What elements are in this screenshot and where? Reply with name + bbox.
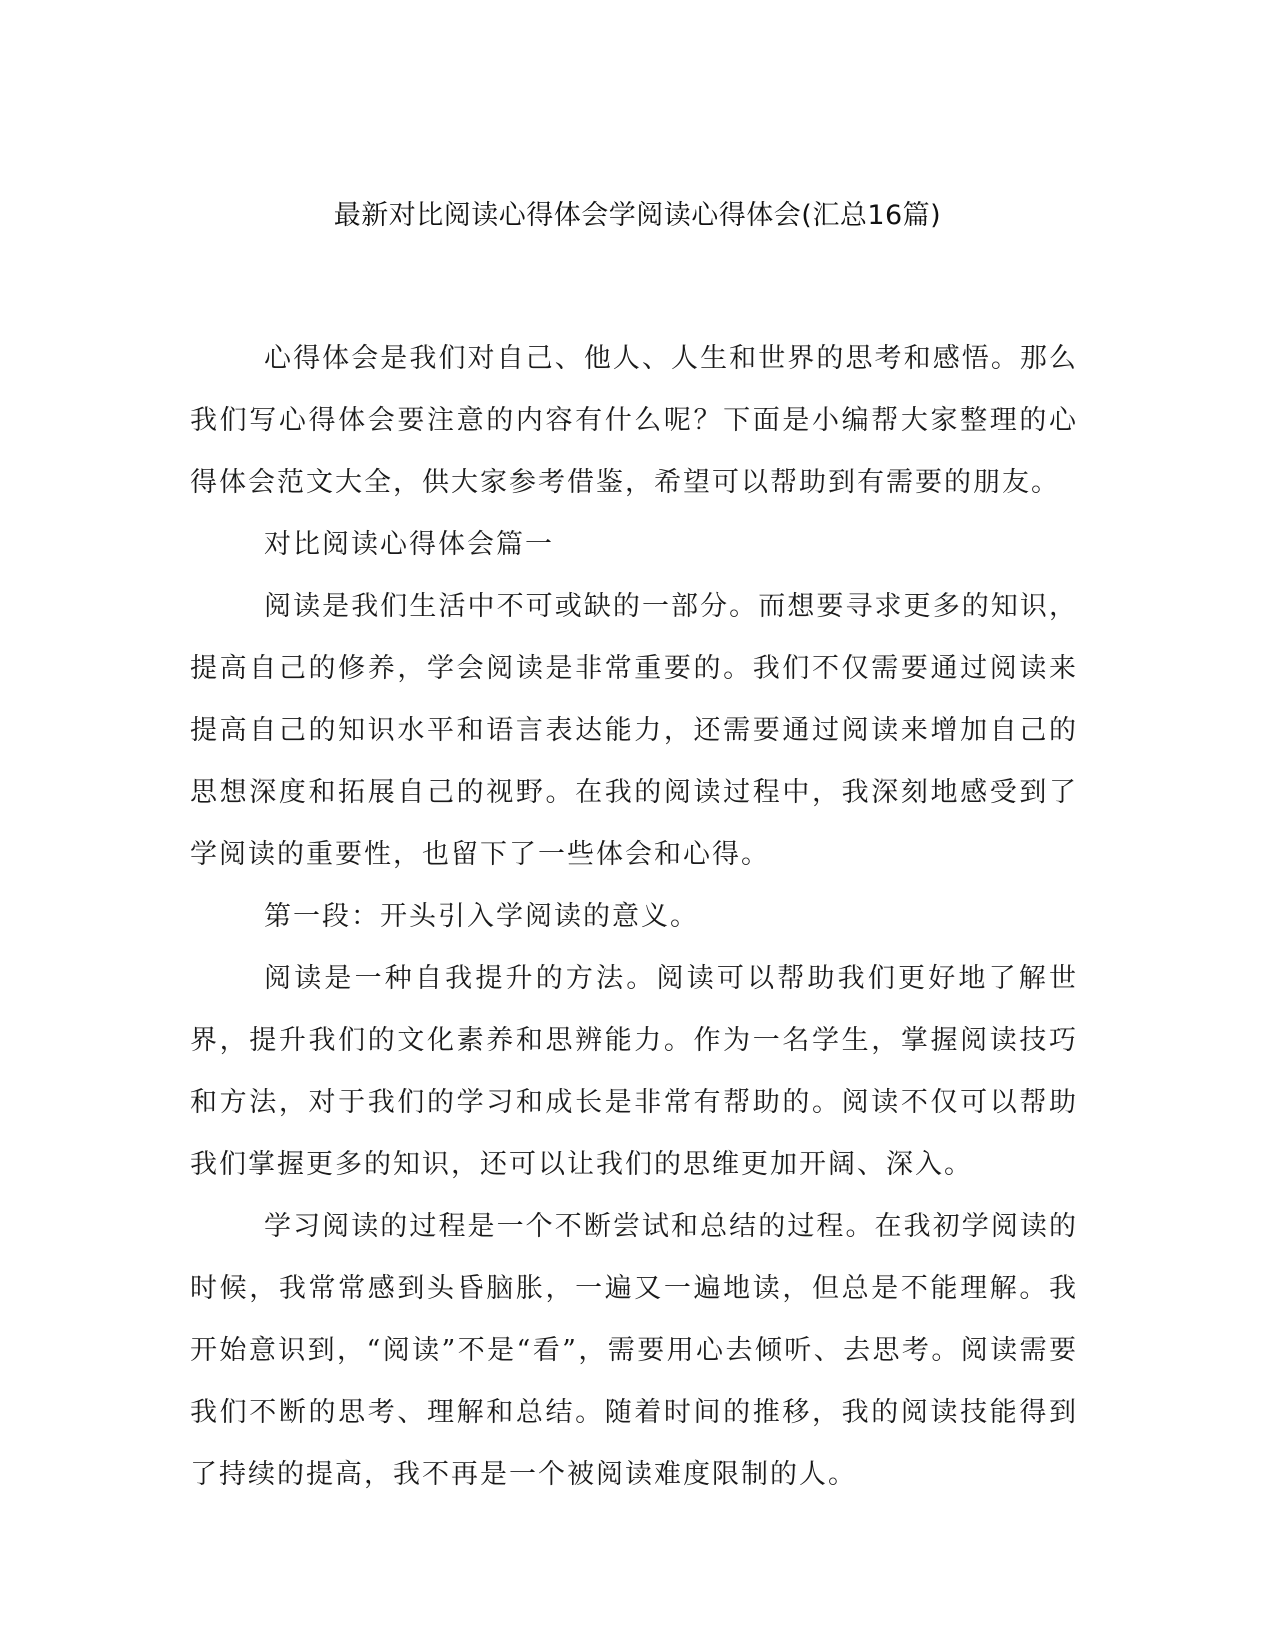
body-paragraph: 阅读是我们生活中不可或缺的一部分。而想要寻求更多的知识，提高自己的修养，学会阅读是非常重要的。我们不仅需要通过阅读来提高自己的知识水平和语言表达能力，还需要通过阅读来增加自己的思想深度和拓展自己的视野。在我的阅读过程中，我深刻地感受到了学阅读的重要性，也留下了一些体会和心得。 [190, 591, 1078, 870]
subsection-heading: 第一段：开头引入学阅读的意义。 [264, 901, 699, 932]
body-paragraph: 阅读是一种自我提升的方法。阅读可以帮助我们更好地了解世界，提升我们的文化素养和思辨能力。作为一名学生，掌握阅读技巧和方法，对于我们的学习和成长是非常有帮助的。阅读不仅可以帮助我们掌握更多的知识，还可以让我们的思维更加开阔、深入。 [190, 963, 1078, 1180]
section-heading: 对比阅读心得体会篇一 [264, 529, 554, 560]
intro-paragraph: 心得体会是我们对自己、他人、人生和世界的思考和感悟。那么我们写心得体会要注意的内容有什么呢？下面是小编帮大家整理的心得体会范文大全，供大家参考借鉴，希望可以帮助到有需要的朋友。 [190, 343, 1078, 498]
document-title: 最新对比阅读心得体会学阅读心得体会(汇总16篇) [333, 200, 942, 231]
body-paragraph: 学习阅读的过程是一个不断尝试和总结的过程。在我初学阅读的时候，我常常感到头昏脑胀，一遍又一遍地读，但总是不能理解。我开始意识到，“阅读”不是“看”，需要用心去倾听、去思考。阅读需要我们不断的思考、理解和总结。随着时间的推移，我的阅读技能得到了持续的提高，我不再是一个被阅读难度限制的人。 [190, 1211, 1078, 1490]
document-body [190, 328, 1078, 1506]
